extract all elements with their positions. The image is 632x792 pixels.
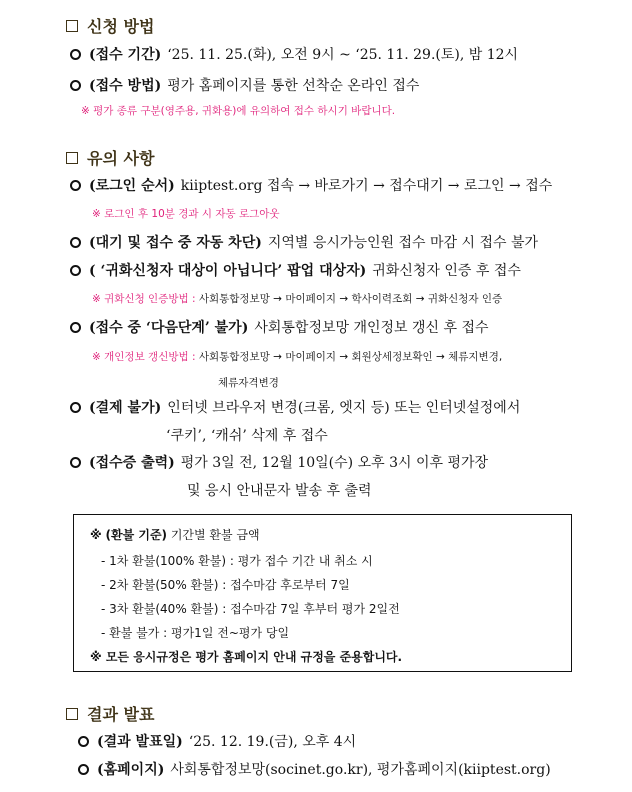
popup-note — [92, 291, 502, 306]
circle-bullet-icon — [70, 265, 81, 276]
circle-bullet-icon — [70, 180, 81, 191]
list-item-apply-period — [70, 44, 518, 64]
refund-item: - 환불 불가 : 평가1일 전~평가 당일 — [101, 626, 290, 640]
circle-bullet-icon — [70, 402, 81, 413]
refund-mark: ※ — [90, 528, 102, 542]
item-label: (로그인 순서) — [89, 178, 175, 194]
circle-bullet-icon — [70, 237, 81, 248]
item-label: (대기 및 접수 중 자동 차단) — [89, 235, 262, 251]
list-item-next-step — [70, 317, 489, 337]
item-value: 평가 3일 전, 12월 10일(수) 오후 3시 이후 평가장 — [180, 455, 489, 471]
note-black-text: 체류자격변경 — [218, 377, 279, 389]
item-value: kiiptest.org 접속 → 바로가기 → 접수대기 → 로그인 → 접수 — [180, 178, 553, 194]
item-label: (접수 중 ‘다음단계’ 불가) — [89, 320, 249, 336]
item-label: (접수 방법) — [89, 78, 162, 94]
circle-bullet-icon — [70, 457, 81, 468]
item-value: 평가 홈페이지를 통한 선착순 온라인 접수 — [167, 78, 420, 94]
list-item-payment — [70, 397, 520, 417]
next-step-note — [92, 349, 502, 364]
apply-method-note: ※ 평가 종류 구분(영주용, 귀화용)에 유의하여 접수 하시기 바랍니다. — [81, 105, 396, 117]
note-black-text: 사회통합정보망 → 마이페이지 → 회원상세정보확인 → 체류지변경, — [198, 351, 503, 363]
section-heading-result — [66, 702, 154, 725]
note-red-text: ※ 개인정보 갱신방법 : — [92, 351, 196, 363]
list-item-print — [70, 452, 488, 472]
print-continuation: 및 응시 안내문자 발송 후 출력 — [187, 483, 372, 499]
square-checkbox-icon — [66, 20, 78, 32]
refund-title-label: (환불 기준) — [105, 528, 168, 542]
item-label: (결제 불가) — [89, 400, 162, 416]
refund-title — [90, 526, 260, 543]
refund-item: - 3차 환불(40% 환불) : 접수마감 7일 후부터 평가 2일전 — [101, 602, 400, 616]
item-label: (결과 발표일) — [97, 734, 183, 750]
square-checkbox-icon — [66, 708, 78, 720]
circle-bullet-icon — [70, 80, 81, 91]
item-label: (홈페이지) — [97, 762, 165, 778]
circle-bullet-icon — [78, 764, 89, 775]
item-label: (접수증 출력) — [89, 455, 175, 471]
refund-title-value: 기간별 환불 금액 — [170, 528, 260, 542]
list-item-result-date — [78, 731, 356, 751]
circle-bullet-icon — [70, 49, 81, 60]
refund-item: - 1차 환불(100% 환불) : 평가 접수 기간 내 취소 시 — [101, 554, 373, 568]
list-item-homepage — [78, 759, 551, 779]
note-red-text: ※ 귀화신청 인증방법 : — [92, 293, 196, 305]
refund-policy-box — [73, 514, 572, 672]
item-label: (접수 기간) — [89, 47, 162, 63]
payment-continuation: ‘쿠키’, ‘캐쉬’ 삭제 후 접수 — [166, 428, 328, 444]
square-checkbox-icon — [66, 152, 78, 164]
refund-footer: ※ 모든 응시규정은 평가 홈페이지 안내 규정을 준용합니다. — [90, 650, 403, 664]
section-title: 유의 사항 — [87, 149, 155, 168]
section-title: 신청 방법 — [87, 17, 155, 36]
section-heading-notice — [66, 146, 154, 169]
login-note: ※ 로그인 후 10분 경과 시 자동 로그아웃 — [92, 208, 280, 220]
item-value: 사회통합정보망 개인정보 갱신 후 접수 — [254, 320, 489, 336]
note-black-text: 사회통합정보망 → 마이페이지 → 학사이력조회 → 귀화신청자 인증 — [198, 293, 503, 305]
item-value: 귀화신청자 인증 후 접수 — [372, 263, 521, 279]
item-value: ‘25. 11. 25.(화), 오전 9시 ~ ‘25. 11. 29.(토), 밤 12시 — [167, 47, 519, 63]
circle-bullet-icon — [78, 736, 89, 747]
item-value: 지역별 응시가능인원 접수 마감 시 접수 불가 — [267, 235, 538, 251]
circle-bullet-icon — [70, 322, 81, 333]
item-label: ( ‘귀화신청자 대상이 아닙니다’ 팝업 대상자) — [89, 263, 367, 279]
list-item-apply-method — [70, 75, 419, 95]
list-item-login-order — [70, 175, 552, 195]
next-step-note-cont — [218, 375, 279, 390]
item-value: ‘25. 12. 19.(금), 오후 4시 — [188, 734, 357, 750]
item-value: 인터넷 브라우저 변경(크롬, 엣지 등) 또는 인터넷설정에서 — [167, 400, 521, 416]
list-item-auto-block — [70, 232, 538, 252]
item-value: 사회통합정보망(socinet.go.kr), 평가홈페이지(kiiptest.org) — [170, 762, 551, 778]
section-heading-apply — [66, 14, 154, 37]
section-title: 결과 발표 — [87, 705, 155, 724]
refund-item: - 2차 환불(50% 환불) : 접수마감 후로부터 7일 — [101, 578, 350, 592]
list-item-popup-target — [70, 260, 521, 280]
